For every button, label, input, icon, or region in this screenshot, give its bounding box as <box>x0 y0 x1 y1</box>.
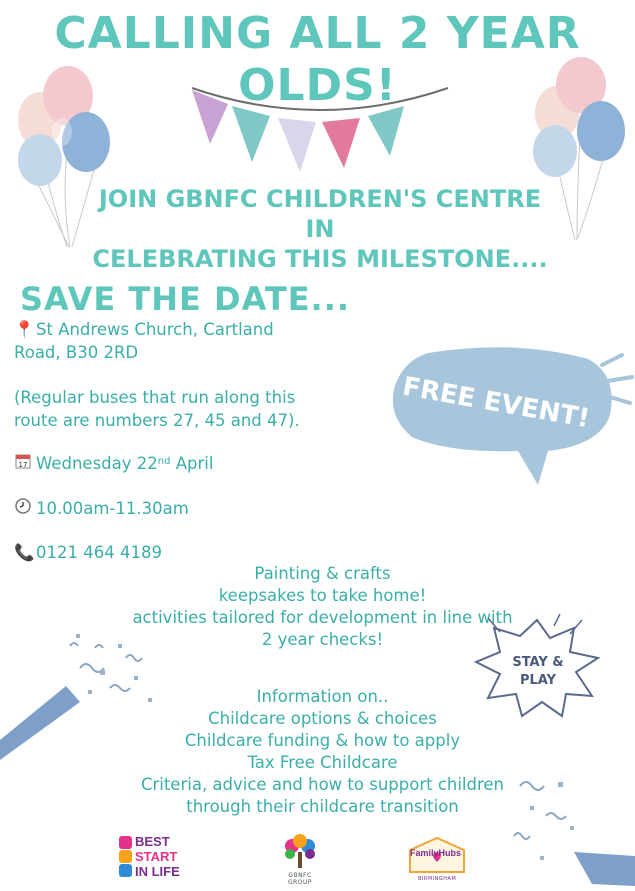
best-start-in-life-logo <box>118 834 184 880</box>
svg-text:17: 17 <box>18 461 28 469</box>
party-popper-left-icon <box>0 628 165 768</box>
phone-number: 0121 464 4189 <box>36 543 162 562</box>
information-item: through their childcare transition <box>186 797 459 816</box>
stay-play-line-2: PLAY <box>519 673 557 688</box>
best-start-line-1: BEST <box>135 834 170 849</box>
date-month: April <box>170 454 214 473</box>
party-popper-right-icon <box>500 766 635 891</box>
family-hubs-logo <box>406 836 468 884</box>
buses-text <box>14 386 300 432</box>
headline-line-2: OLDS! <box>238 60 397 111</box>
information-item: Childcare options & choices <box>208 709 437 728</box>
time-text <box>14 497 189 520</box>
stay-play-line-1: STAY & <box>512 655 564 670</box>
stay-play-label <box>498 654 578 690</box>
date-suffix-sup: nd <box>157 456 171 467</box>
information-item: Information on.. <box>256 687 389 706</box>
best-start-line-2: START <box>135 849 178 864</box>
information-item: Tax Free Childcare <box>247 753 398 772</box>
family-hubs-name: FamilyHubs <box>410 848 462 858</box>
family-hubs-city: BIRMINGHAM <box>418 876 457 882</box>
buses-line-1: (Regular buses that run along this <box>14 388 296 407</box>
activity-item: 2 year checks! <box>261 630 384 649</box>
location-text <box>14 318 274 364</box>
activity-item: keepsakes to take home! <box>218 586 427 605</box>
subheading-line-1: JOIN GBNFC CHILDREN'S CENTRE IN <box>98 185 542 243</box>
clock-icon <box>14 497 32 520</box>
phone-text <box>14 541 162 564</box>
buses-line-2: route are numbers 27, 45 and 47). <box>14 411 300 430</box>
subheading <box>90 184 550 274</box>
pin-icon: 📍 <box>14 320 35 339</box>
best-start-line-3: IN LIFE <box>135 864 180 879</box>
location-line-2: Road, B30 2RD <box>14 343 139 362</box>
time-value: 10.00am-11.30am <box>36 499 189 518</box>
gbnfc-group-logo <box>276 834 324 884</box>
headline <box>0 8 635 112</box>
calendar-icon <box>14 452 32 475</box>
headline-line-1: CALLING ALL 2 YEAR <box>54 8 581 59</box>
gbnfc-group-label: GBNFC GROUP <box>287 872 313 886</box>
location-line-1: St Andrews Church, Cartland <box>36 320 274 339</box>
phone-icon: 📞 <box>14 543 35 562</box>
free-event-label: FREE EVENT! <box>400 371 592 435</box>
information-item: Criteria, advice and how to support children <box>140 775 505 794</box>
save-the-date-heading: SAVE THE DATE... <box>20 280 351 318</box>
information-item: Childcare funding & how to apply <box>184 731 461 750</box>
activity-item: activities tailored for development in line with <box>132 608 513 627</box>
date-text <box>14 452 213 475</box>
subheading-line-2: CELEBRATING THIS MILESTONE.... <box>92 245 548 273</box>
date-prefix: Wednesday 22 <box>36 454 158 473</box>
activity-item: Painting & crafts <box>254 564 391 583</box>
